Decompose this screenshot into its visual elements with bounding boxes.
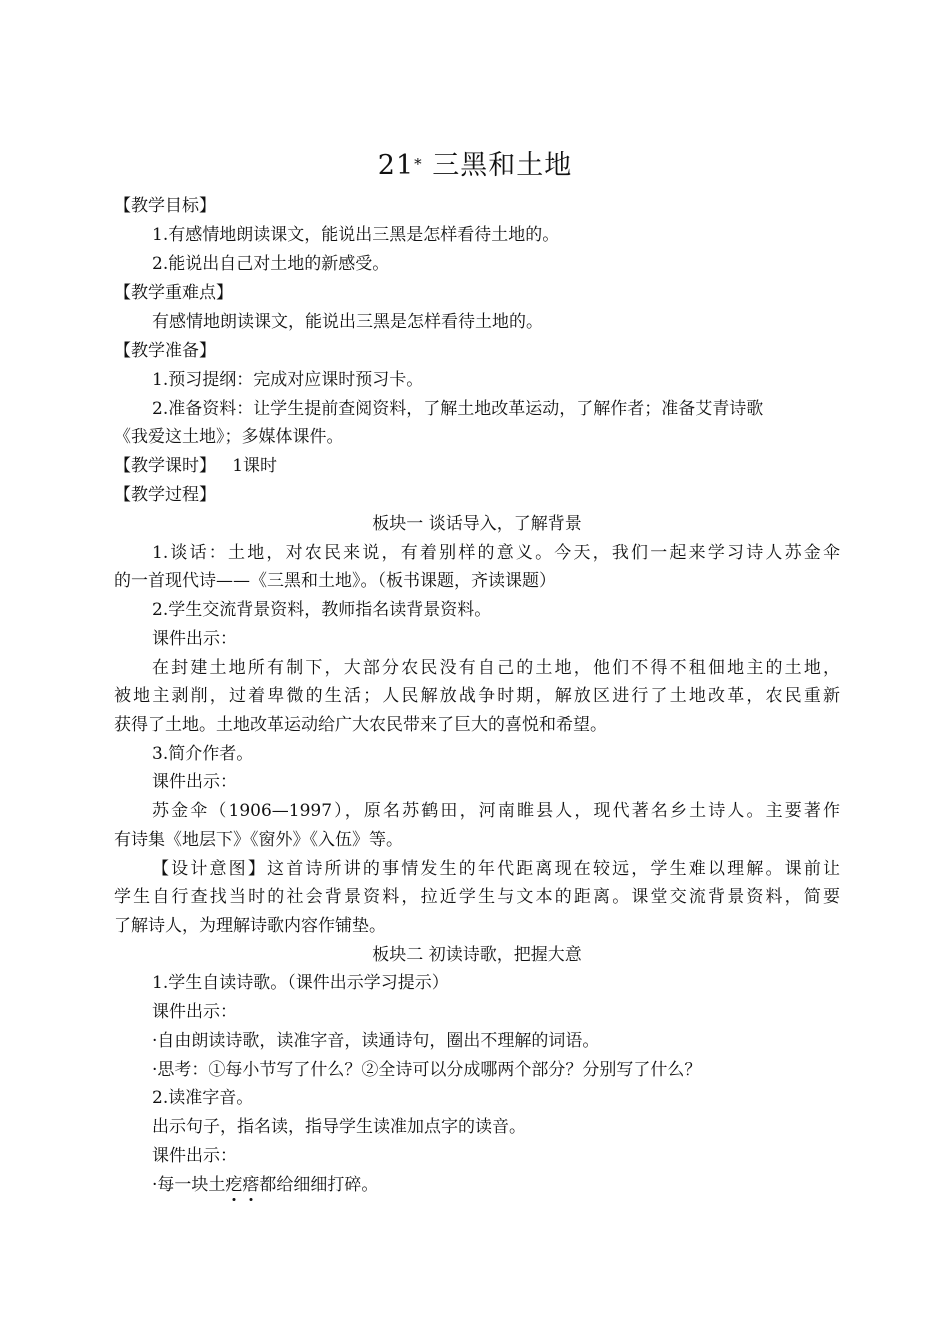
- lesson-title: [0, 148, 950, 184]
- background-line-3: 获得了土地。土地改革运动给广大农民带来了巨大的喜悦和希望。: [114, 715, 607, 735]
- author-line-2: 有诗集《地层下》《窗外》《入伍》等。: [114, 830, 403, 850]
- goals-heading: 【教学目标】: [114, 196, 216, 216]
- block-1-courseware-label-2: 课件出示：: [152, 772, 237, 792]
- key-point-1: 有感情地朗读课文，能说出三黑是怎样看待土地的。: [152, 312, 543, 332]
- dotted-character-2: 瘩: [242, 1175, 260, 1195]
- block-2-courseware-label-2: 课件出示：: [152, 1146, 237, 1166]
- example-sentence-end: 都给细细打碎。: [259, 1175, 379, 1195]
- lesson-number: 21: [377, 150, 415, 181]
- block-1-item-1-line-1: 1.谈话：土地，对农民来说，有着别样的意义。今天，我们一起来学习诗人苏金伞: [152, 543, 840, 563]
- block-2-heading: 板块二 初读诗歌，把握大意: [372, 945, 582, 965]
- design-intent-line-1: 【设计意图】这首诗所讲的事情发生的年代距离现在较远，学生难以理解。课前让: [152, 859, 840, 879]
- preparation-1: 1.预习提纲：完成对应课时预习卡。: [152, 370, 424, 390]
- dotted-character-1: 疙: [225, 1175, 243, 1195]
- block-2-item-2: 2.读准字音。: [152, 1088, 254, 1108]
- block-1-item-2: 2.学生交流背景资料，教师指名读背景资料。: [152, 600, 492, 620]
- example-sentence-start: ·每一块土: [152, 1175, 226, 1195]
- class-hours-heading: 【教学课时】: [114, 456, 216, 476]
- goal-1: 1.有感情地朗读课文，能说出三黑是怎样看待土地的。: [152, 225, 560, 245]
- block-2-item-1: 1.学生自读诗歌。（课件出示学习提示）: [152, 973, 449, 993]
- preparation-2-line-1: 2.准备资料：让学生提前查阅资料，了解土地改革运动，了解作者；准备艾青诗歌: [152, 399, 764, 419]
- preparation-heading: 【教学准备】: [114, 341, 216, 361]
- study-tip-1: ·自由朗读诗歌，读准字音，读通诗句，圈出不理解的词语。: [152, 1031, 600, 1051]
- block-1-item-1-line-2: 的一首现代诗——《三黑和土地》。（板书课题，齐读课题）: [114, 571, 556, 591]
- class-hours-value: 1课时: [232, 456, 278, 476]
- preparation-2-line-2: 《我爱这土地》；多媒体课件。: [114, 427, 344, 447]
- block-2-item-2-description: 出示句子，指名读，指导学生读准加点字的读音。: [152, 1117, 526, 1137]
- block-1-courseware-label-1: 课件出示：: [152, 629, 237, 649]
- process-heading: 【教学过程】: [114, 485, 216, 505]
- self-study-mark: *: [414, 155, 423, 173]
- author-line-1: 苏金伞（1906—1997），原名苏鹤田，河南睢县人，现代著名乡土诗人。主要著作: [152, 801, 840, 821]
- design-intent-line-3: 了解诗人，为理解诗歌内容作铺垫。: [114, 916, 386, 936]
- lesson-name: 三黑和土地: [432, 150, 573, 181]
- goal-2: 2.能说出自己对土地的新感受。: [152, 254, 390, 274]
- block-1-item-3: 3.简介作者。: [152, 744, 254, 764]
- example-sentence: [114, 1171, 840, 1199]
- background-line-1: 在封建土地所有制下，大部分农民没有自己的土地，他们不得不租佃地主的土地，: [152, 658, 840, 678]
- class-hours: [114, 452, 840, 480]
- key-points-heading: 【教学重难点】: [114, 283, 233, 303]
- background-line-2: 被地主剥削，过着卑微的生活；人民解放战争时期，解放区进行了土地改革，农民重新: [114, 686, 840, 706]
- study-tip-2: ·思考：①每小节写了什么？②全诗可以分成哪两个部分？分别写了什么？: [152, 1060, 702, 1080]
- block-1-heading: 板块一 谈话导入，了解背景: [372, 514, 582, 534]
- design-intent-line-2: 学生自行查找当时的社会背景资料，拉近学生与文本的距离。课堂交流背景资料，简要: [114, 887, 840, 907]
- block-2-courseware-label-1: 课件出示：: [152, 1002, 237, 1022]
